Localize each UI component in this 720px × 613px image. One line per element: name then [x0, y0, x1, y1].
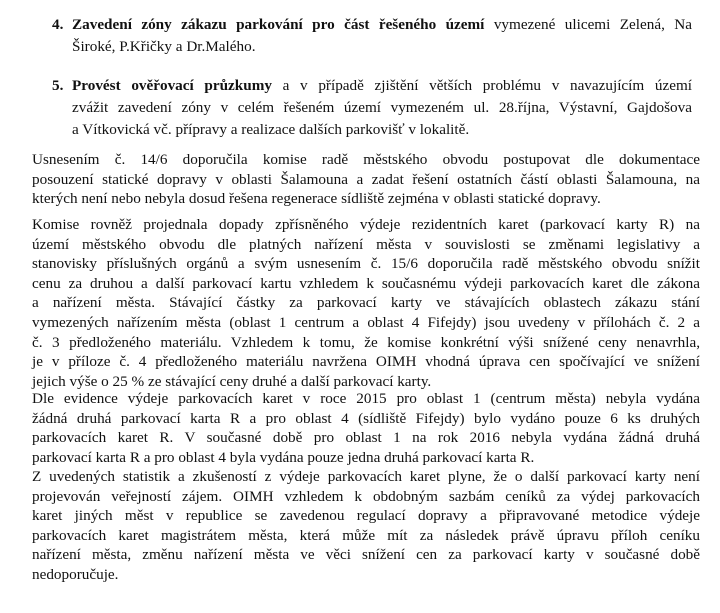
paragraph-conclusion: [32, 467, 700, 585]
bold-heading: Provést ověřovací průzkumy: [72, 77, 272, 94]
list-item-body: [72, 75, 692, 141]
text-line: parkovací karta R a pro oblast 4 byla vydána pouze jedna druhá parkovací karta R.: [32, 448, 535, 466]
text-line: Dle evidence výdeje parkovacích karet v roce 2015 pro oblast 1 (centrum města) nebyla vydána: [32, 390, 700, 407]
text-line: parkovacích karet R. V současné době pro oblast 1 na rok 2016 nebyla vydána žádná druhá: [32, 429, 700, 447]
list-number: 4.: [52, 16, 64, 33]
list-number: 5.: [52, 77, 64, 94]
text-line: jejich výše o 25 % ze stávající ceny druhé a další parkovací karty.: [32, 372, 432, 390]
text-line: a Vítkovická vč. přípravy a realizace dalších parkovišť v lokalitě.: [72, 121, 470, 138]
list-item-body: [72, 14, 692, 58]
text-line: karet jiných měst v republice se zavedenou regulací dopravy a připravované metodice výdeje: [32, 507, 700, 525]
text-line: vymezených nařízením města (oblast 1 centrum a oblast 4 Fifejdy) jsou uvedeny v přílohách č. 2 a: [32, 313, 700, 331]
text-line: posouzení statické dopravy v oblasti Šalamouna a zadat řešení ostatních částí oblasti Šalamouna, na: [32, 170, 700, 188]
bold-heading: Zavedení zóny zákazu parkování pro část řešeného území: [72, 16, 485, 33]
text-line: cenu za druhou a další parkovací kartu vzhledem k současnému výdeji parkovacích karet dle zákona: [32, 274, 700, 292]
text-line: č. 3 předloženého materiálu. Vzhledem k tomu, že komise konkrétní výši snížené ceny nenavrhla,: [32, 333, 700, 351]
text-line: žádná druhá parkovací karta R a pro oblast 4 (sídliště Fifejdy) bylo vydáno pouze 6 ks druhých: [32, 409, 700, 427]
list-item-4: [52, 14, 692, 58]
text-run: vymezené ulicemi Zelená, Na: [484, 16, 692, 33]
text-line: Usnesením č. 14/6 doporučila komise radě městského obvodu postupovat dle dokumentace: [32, 151, 700, 168]
text-line: zvážit zavedení zóny v celém řešeném území vymezeném ul. 28.října, Výstavní, Gajdošova: [72, 99, 692, 116]
text-line: stanovisky příslušných orgánů a svým usnesením č. 15/6 doporučila radě městského obvodu snížit: [32, 255, 700, 273]
text-line: je v příloze č. 4 předloženého materiálu navržena OIMH vhodná úprava cen spočívající ve snížení: [32, 353, 700, 371]
text-run: a v případě zjištění větších problému v navazujícím území: [271, 77, 692, 94]
text-line: projevován veřejností zájem. OIMH vzhledem k obdobným sazbám ceníků za výdej parkovacích: [32, 487, 700, 505]
paragraph-card-evidence: [32, 389, 700, 467]
paragraph-parking-cards: [32, 215, 700, 391]
text-line: nedoporučuje.: [32, 565, 119, 583]
text-line: Z uvedených statistik a zkušeností z výdeje parkovacích karet plyne, že o další parkovací karty není: [32, 468, 700, 485]
text-line: a nařízení města. Stávající částky za parkovací karty ve stávajících oblastech zákazu stání: [32, 294, 700, 312]
list-item-5: [52, 75, 692, 141]
text-line: Komise rovněž projednala dopady zpřísněného výdeje rezidentních karet (parkovací karty R) na: [32, 216, 700, 233]
text-line: kterých není nebo nebyla dosud řešena regenerace sídliště zejména v oblasti statické dopravy.: [32, 190, 601, 208]
text-line: parkovacích karet magistrátem města, která může mít za následek právě úpravu příloh ceníku: [32, 526, 700, 544]
paragraph-resolution-14-6: [32, 150, 700, 209]
text-line: nařízení města, změnu nařízení města ve věci snížení cen za parkovací karty v současné době: [32, 546, 700, 564]
text-line: Široké, P.Křičky a Dr.Malého.: [72, 38, 256, 55]
text-line: [72, 14, 692, 36]
text-line: [72, 75, 692, 97]
text-line: území městského obvodu dle platných nařízení města v souvislosti se změnami legislativy a: [32, 235, 700, 253]
